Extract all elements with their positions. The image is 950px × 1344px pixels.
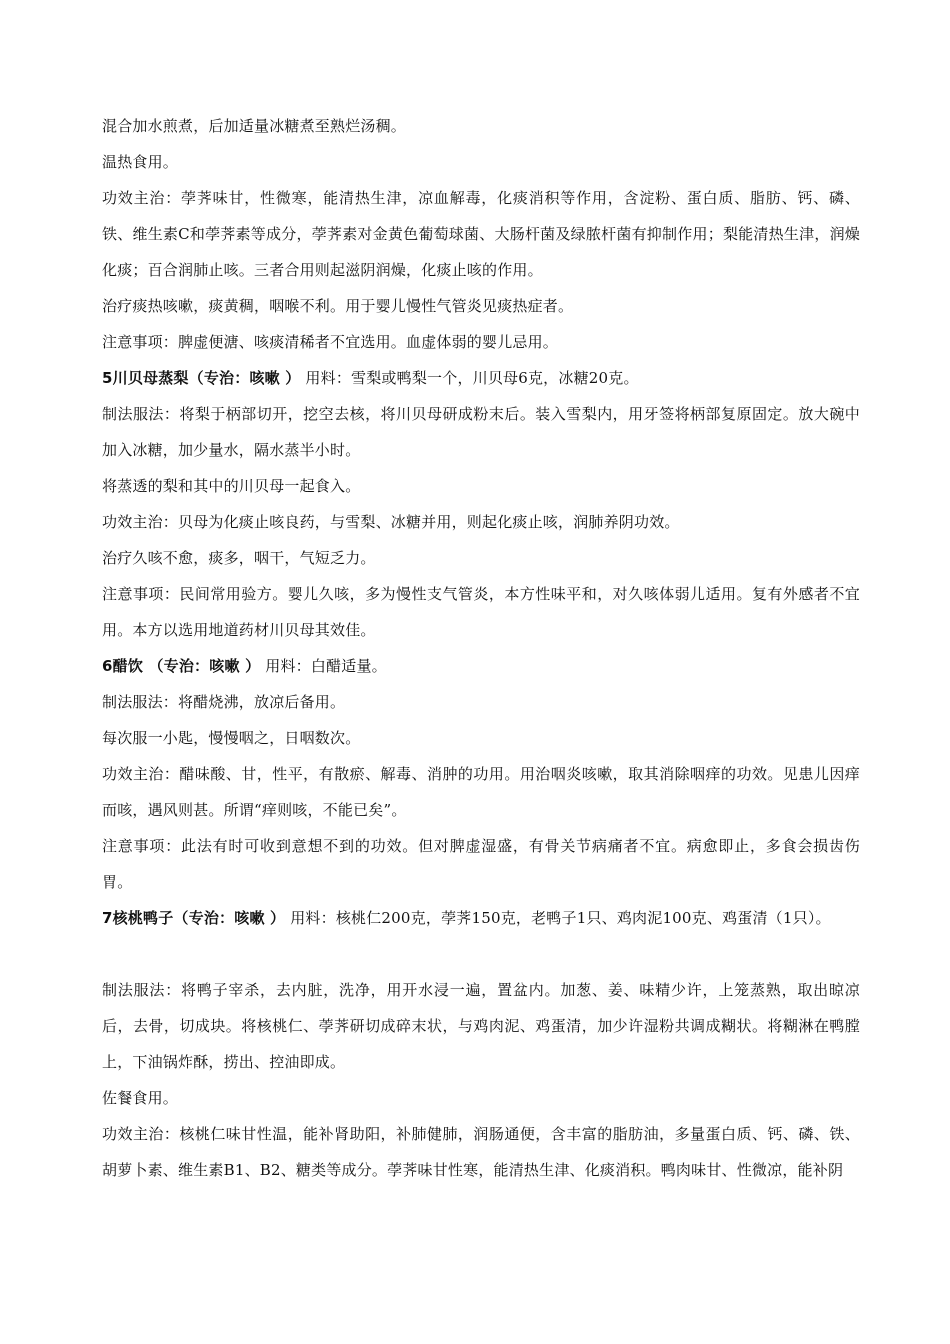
recipe-title: 5川贝母蒸梨（专治：咳嗽 ）: [102, 369, 301, 387]
recipe-heading: [102, 900, 860, 936]
paragraph: 制法服法：将梨于柄部切开，挖空去核，将川贝母研成粉末后。装入雪梨内，用牙签将柄部复原固定。放大碗中加入冰糖，加少量水，隔水蒸半小时。: [102, 405, 860, 459]
recipe-title: 7核桃鸭子（专治：咳嗽 ）: [102, 909, 286, 927]
paragraph-gap: [102, 936, 860, 972]
recipe-ingredients: 用料：核桃仁200克，荸荠150克，老鸭子1只、鸡肉泥100克、鸡蛋清（1只）。: [285, 909, 831, 927]
paragraph: 注意事项：此法有时可收到意想不到的功效。但对脾虚湿盛，有骨关节病痛者不宜。病愈即止，多食会损齿伤胃。: [102, 837, 860, 891]
recipe-ingredients: 用料：白醋适量。: [260, 657, 387, 675]
paragraph: 每次服一小匙，慢慢咽之，日咽数次。: [102, 729, 361, 747]
paragraph: 功效主治：核桃仁味甘性温，能补肾助阳，补肺健肺，润肠通便，含丰富的脂肪油，多量蛋白质、钙、磷、铁、胡萝卜素、维生素B1、B2、糖类等成分。荸荠味甘性寒，能清热生津、化痰消积。鸭肉味甘、性微凉，能补阴: [102, 1125, 860, 1179]
document-body: [102, 108, 860, 1188]
paragraph: 注意事项：民间常用验方。婴儿久咳，多为慢性支气管炎，本方性味平和，对久咳体弱儿适用。复有外感者不宜用。本方以选用地道药材川贝母其效佳。: [102, 585, 860, 639]
recipe-heading: [102, 648, 860, 684]
recipe-ingredients: 用料：雪梨或鸭梨一个，川贝母6克，冰糖20克。: [300, 369, 639, 387]
paragraph: 注意事项：脾虚便溏、咳痰清稀者不宜选用。血虚体弱的婴儿忌用。: [102, 333, 559, 351]
paragraph: 混合加水煎煮，后加适量冰糖煮至熟烂汤稠。: [102, 117, 407, 135]
paragraph: 将蒸透的梨和其中的川贝母一起食入。: [102, 477, 361, 495]
recipe-heading: [102, 360, 860, 396]
paragraph: 治疗痰热咳嗽，痰黄稠，咽喉不利。用于婴儿慢性气管炎见痰热症者。: [102, 297, 574, 315]
paragraph: 功效主治：贝母为化痰止咳良药，与雪梨、冰糖并用，则起化痰止咳，润肺养阴功效。: [102, 513, 680, 531]
paragraph: 制法服法：将鸭子宰杀，去内脏，洗净，用开水浸一遍，置盆内。加葱、姜、味精少许，上笼蒸熟，取出晾凉后，去骨，切成块。将核桃仁、荸荠研切成碎末状，与鸡肉泥、鸡蛋清，加少许湿粉共调成糊状。将糊淋在鸭膛上，下油锅炸酥，捞出、控油即成。: [102, 981, 860, 1071]
paragraph: 佐餐食用。: [102, 1089, 179, 1107]
paragraph: 制法服法：将醋烧沸，放凉后备用。: [102, 693, 346, 711]
recipe-title: 6醋饮 （专治：咳嗽 ）: [102, 657, 261, 675]
paragraph: 功效主治：醋味酸、甘，性平，有散瘀、解毒、消肿的功用。用治咽炎咳嗽，取其消除咽痒的功效。见患儿因痒而咳，遇风则甚。所谓“痒则咳，不能已矣”。: [102, 765, 860, 819]
paragraph: 功效主治：荸荠味甘，性微寒，能清热生津，凉血解毒，化痰消积等作用，含淀粉、蛋白质、脂肪、钙、磷、铁、维生素C和荸荠素等成分，荸荠素对金黄色葡萄球菌、大肠杆菌及绿脓杆菌有抑制作用；梨能清热生津，润燥化痰；百合润肺止咳。三者合用则起滋阴润燥，化痰止咳的作用。: [102, 189, 860, 279]
paragraph: 治疗久咳不愈，痰多，咽干，气短乏力。: [102, 549, 376, 567]
paragraph: 温热食用。: [102, 153, 179, 171]
